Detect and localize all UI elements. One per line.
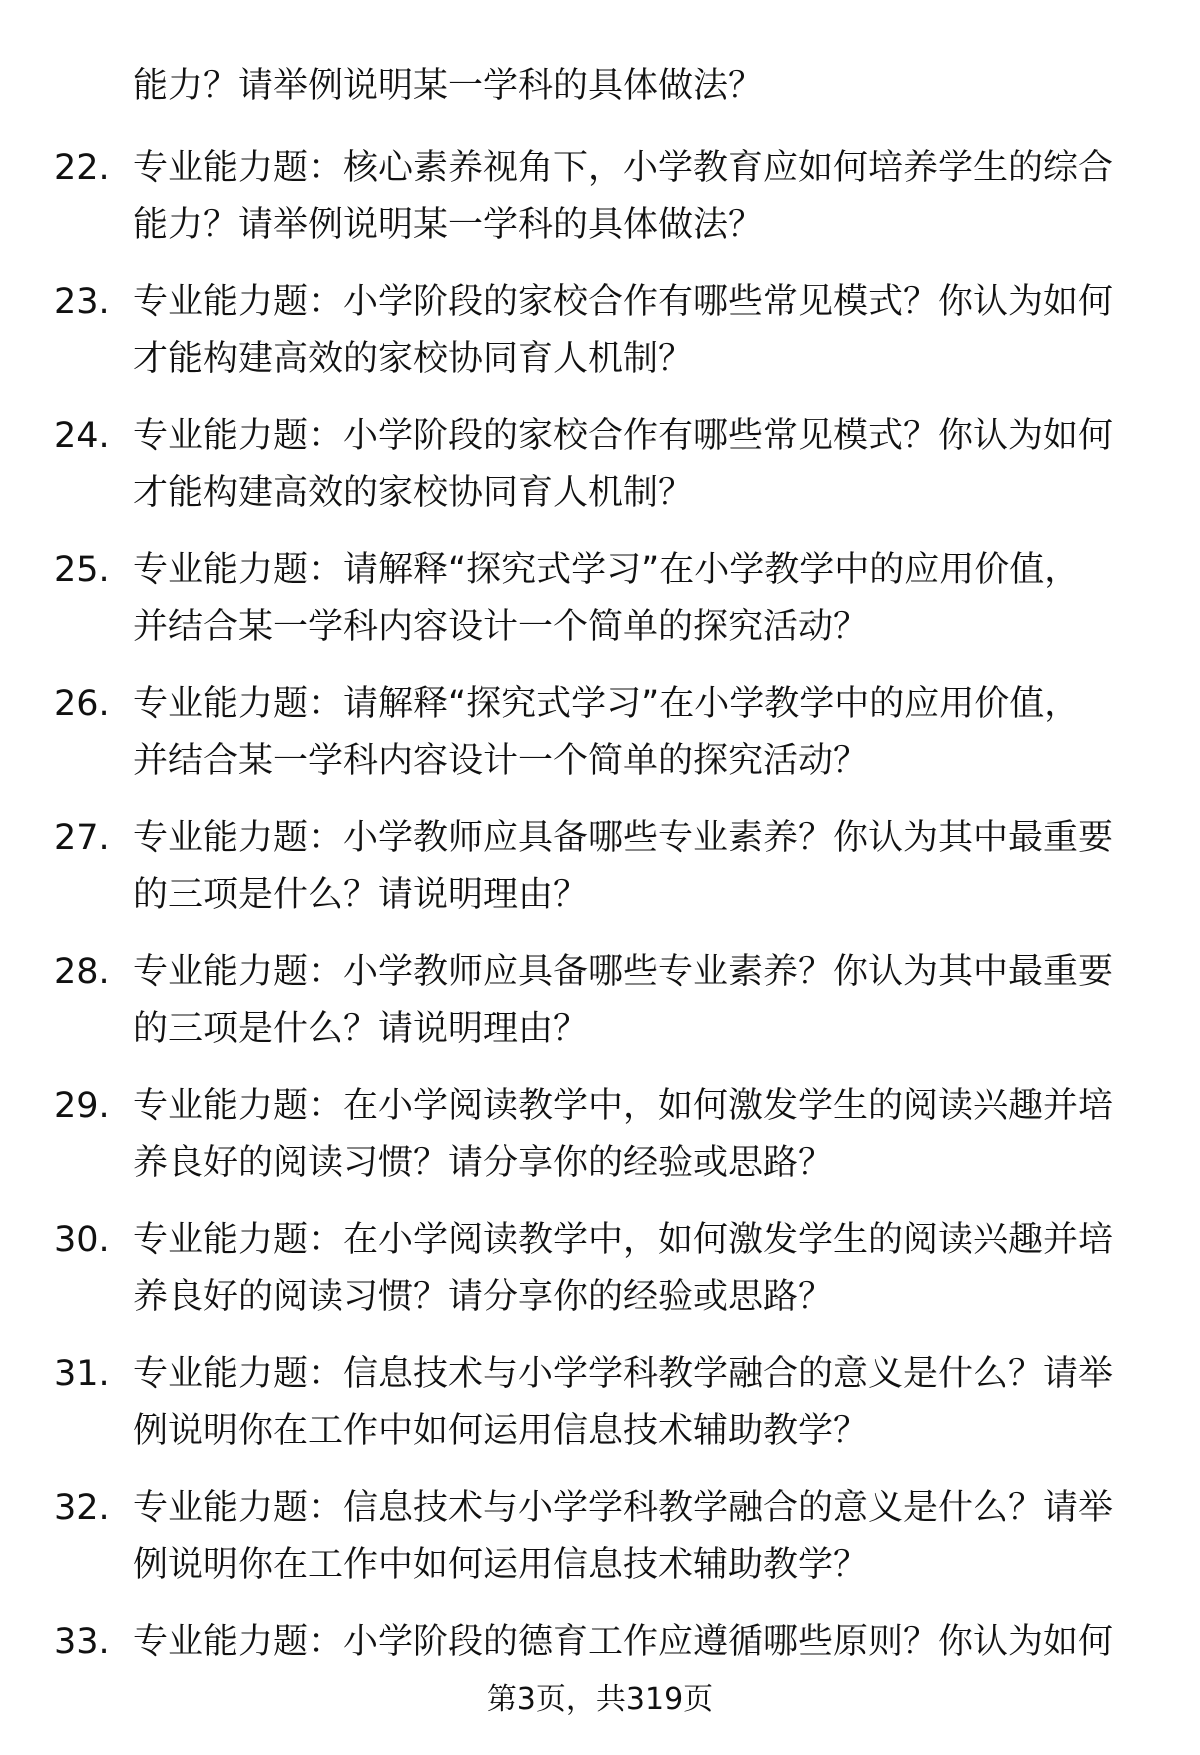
question-text-line: 能力？请举例说明某一学科的具体做法？ <box>133 205 764 245</box>
question-text-line: 的三项是什么？请说明理由？ <box>133 875 589 915</box>
question-text-line: 专业能力题：小学教师应具备哪些专业素养？你认为其中最重要 <box>133 818 1114 858</box>
question-text-line: 的三项是什么？请说明理由？ <box>133 1009 589 1049</box>
question-number: 31. <box>54 1354 110 1394</box>
question-text-line: 才能构建高效的家校协同育人机制？ <box>133 473 694 513</box>
question-text-line: 专业能力题：小学教师应具备哪些专业素养？你认为其中最重要 <box>133 952 1114 992</box>
question-number: 23. <box>54 282 110 322</box>
question-list <box>0 140 1200 1748</box>
question-item <box>0 1346 1200 1480</box>
question-item <box>0 542 1200 676</box>
question-text-line: 专业能力题：小学阶段的德育工作应遵循哪些原则？你认为如何 <box>133 1622 1114 1662</box>
question-text-line: 专业能力题：在小学阅读教学中，如何激发学生的阅读兴趣并培 <box>133 1220 1114 1260</box>
question-text-line: 专业能力题：信息技术与小学学科教学融合的意义是什么？请举 <box>133 1354 1114 1394</box>
question-number: 24. <box>54 416 110 456</box>
question-text-line: 专业能力题：信息技术与小学学科教学融合的意义是什么？请举 <box>133 1488 1114 1528</box>
question-number: 29. <box>54 1086 110 1126</box>
question-item <box>0 676 1200 810</box>
page-footer: 第3页，共319页 <box>486 1682 714 1717</box>
question-text-line: 专业能力题：小学阶段的家校合作有哪些常见模式？你认为如何 <box>133 282 1114 322</box>
question-text-line: 专业能力题：在小学阅读教学中，如何激发学生的阅读兴趣并培 <box>133 1086 1114 1126</box>
question-number: 28. <box>54 952 110 992</box>
question-item <box>0 274 1200 408</box>
question-item <box>0 810 1200 944</box>
question-text-line: 才能构建高效的家校协同育人机制？ <box>133 339 694 379</box>
question-item <box>0 944 1200 1078</box>
question-number: 25. <box>54 550 110 590</box>
question-text-line: 并结合某一学科内容设计一个简单的探究活动？ <box>133 607 869 647</box>
question-text-line: 专业能力题：请解释“探究式学习”在小学教学中的应用价值， <box>133 550 1080 590</box>
question-number: 26. <box>54 684 110 724</box>
continued-question-text: 能力？请举例说明某一学科的具体做法？ <box>133 66 764 106</box>
question-number: 32. <box>54 1488 110 1528</box>
question-number: 22. <box>54 148 110 188</box>
question-text-line: 例说明你在工作中如何运用信息技术辅助教学？ <box>133 1545 869 1585</box>
question-number: 27. <box>54 818 110 858</box>
question-item <box>0 408 1200 542</box>
question-text-line: 专业能力题：核心素养视角下，小学教育应如何培养学生的综合 <box>133 148 1114 188</box>
question-text-line: 专业能力题：小学阶段的家校合作有哪些常见模式？你认为如何 <box>133 416 1114 456</box>
question-item <box>0 140 1200 274</box>
question-text-line: 例说明你在工作中如何运用信息技术辅助教学？ <box>133 1411 869 1451</box>
question-text-line: 并结合某一学科内容设计一个简单的探究活动？ <box>133 741 869 781</box>
question-number: 33. <box>54 1622 110 1662</box>
question-text-line: 养良好的阅读习惯？请分享你的经验或思路？ <box>133 1143 834 1183</box>
question-text-line: 专业能力题：请解释“探究式学习”在小学教学中的应用价值， <box>133 684 1080 724</box>
question-item <box>0 1078 1200 1212</box>
question-item <box>0 1480 1200 1614</box>
question-item <box>0 1212 1200 1346</box>
question-number: 30. <box>54 1220 110 1260</box>
question-text-line: 养良好的阅读习惯？请分享你的经验或思路？ <box>133 1277 834 1317</box>
